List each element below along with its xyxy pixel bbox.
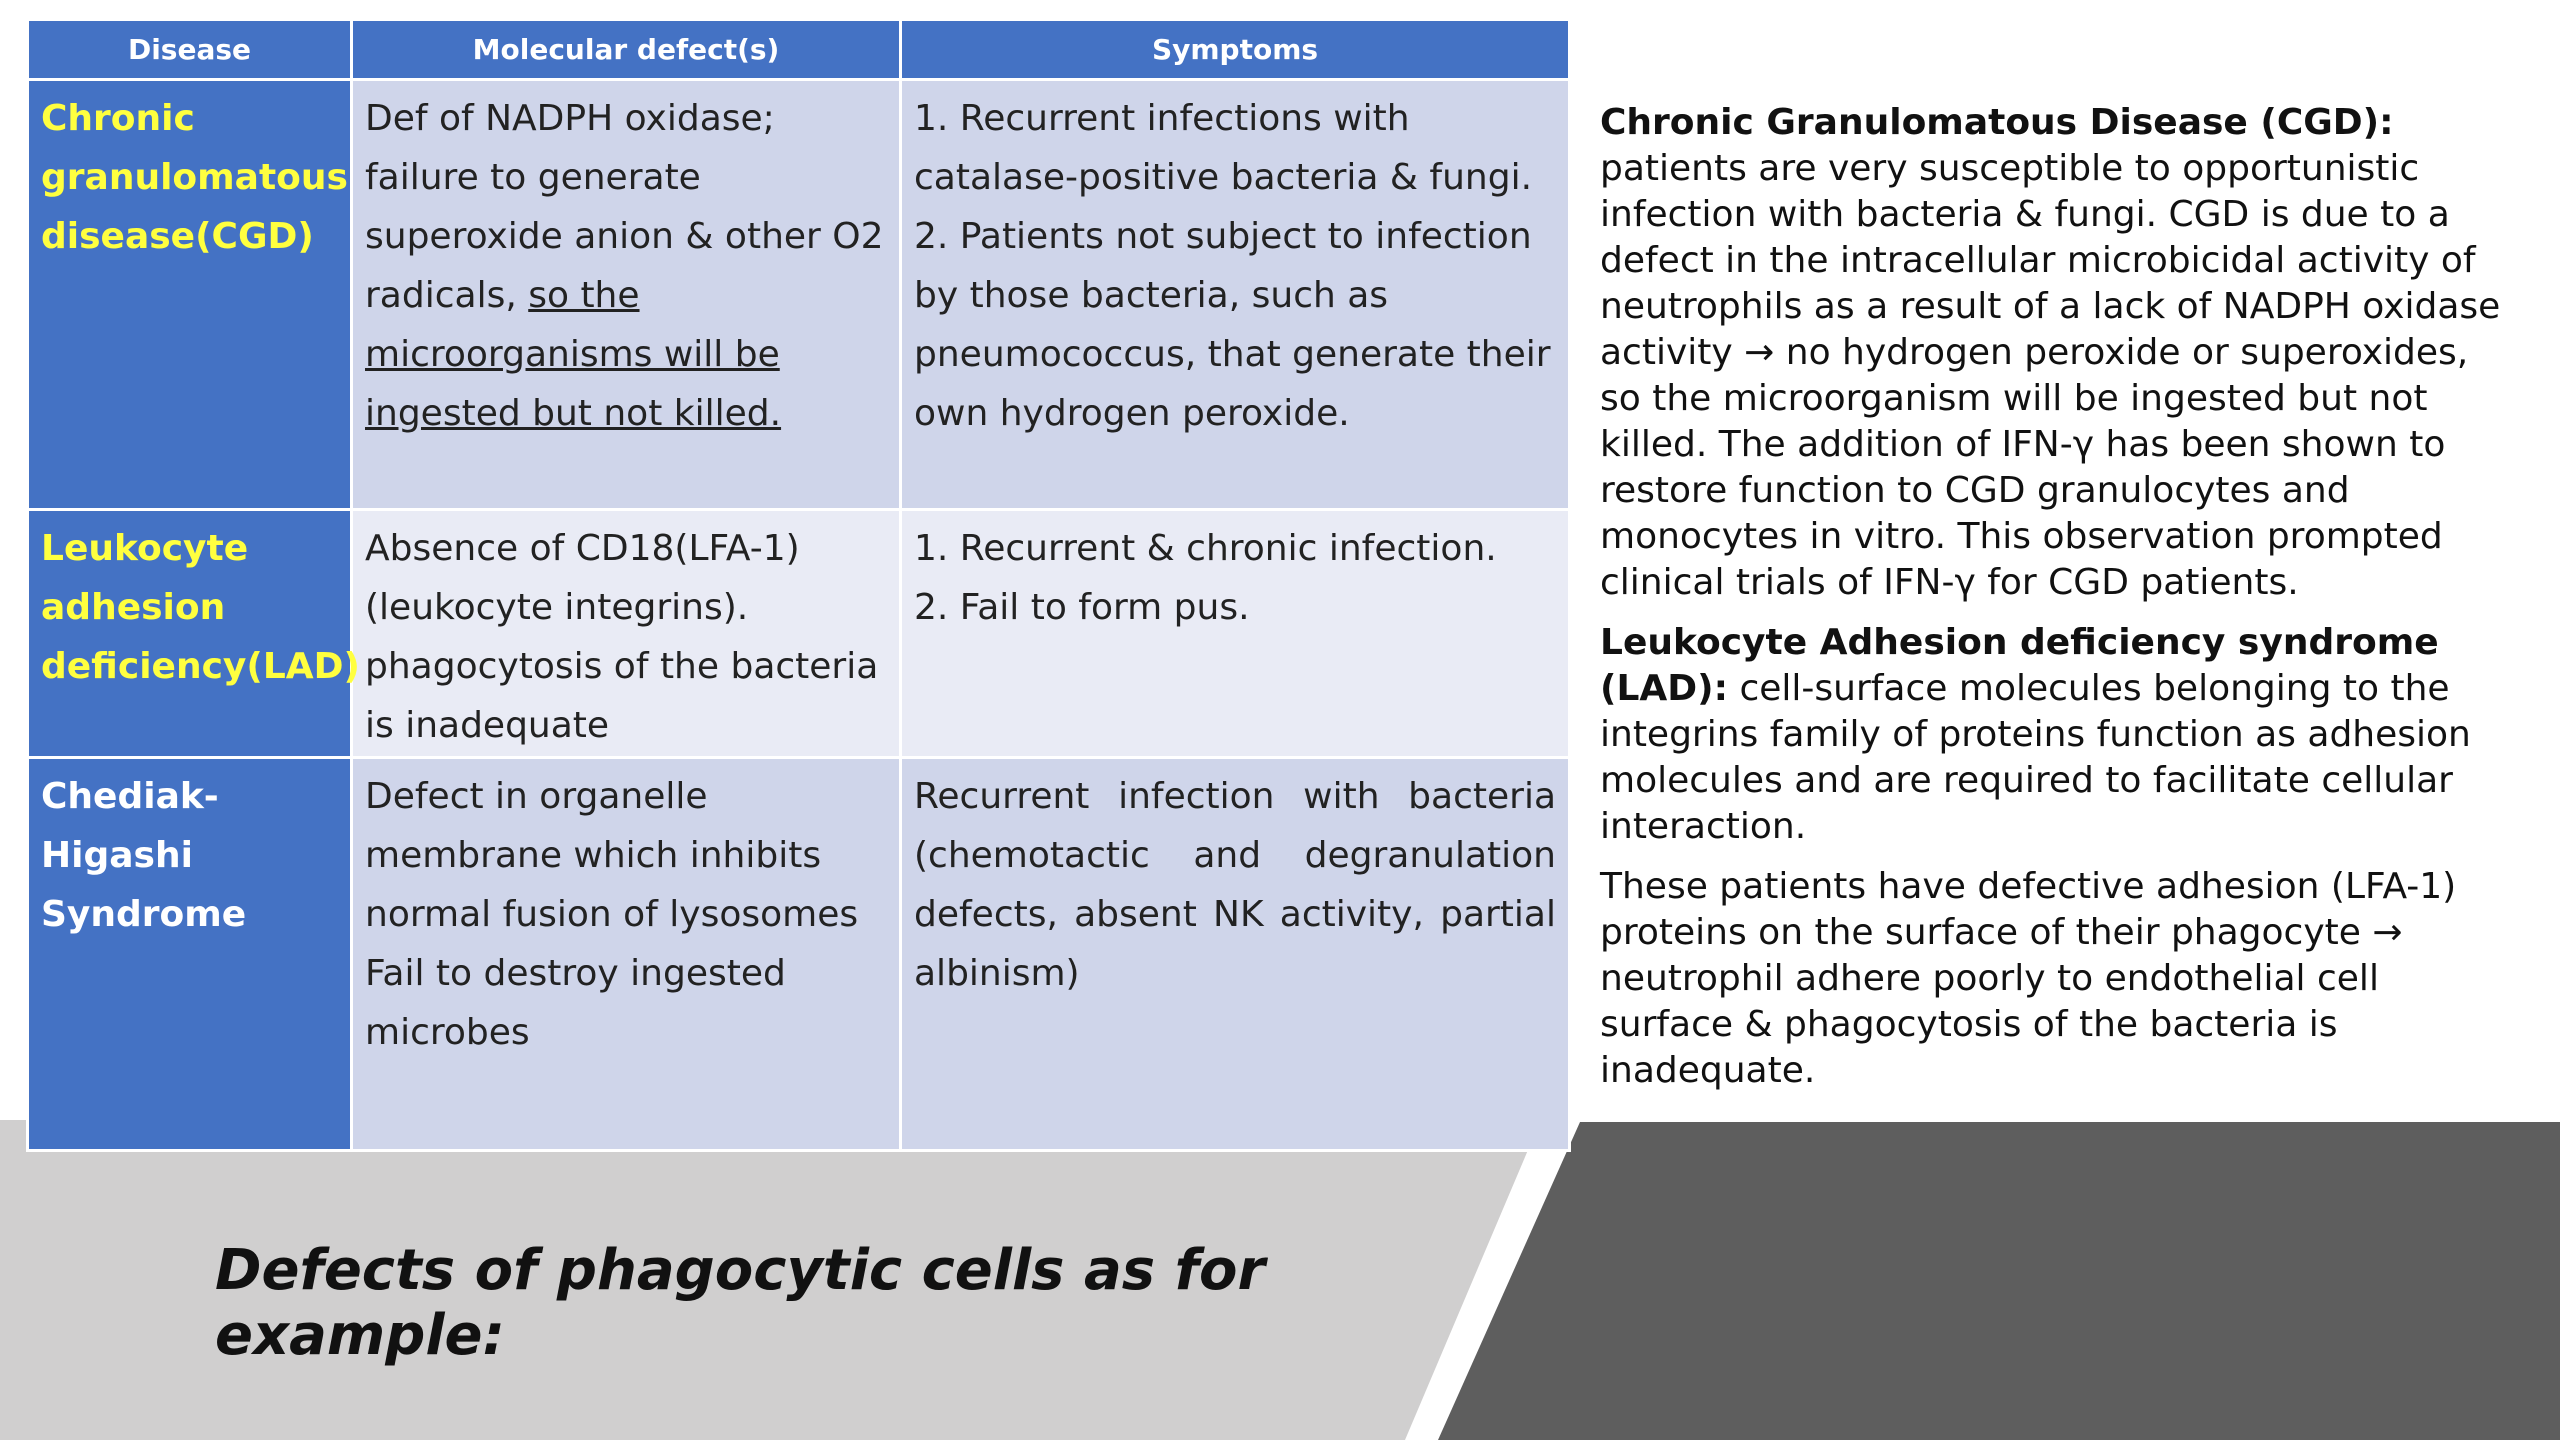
lad-detail-paragraph: These patients have defective adhesion (LFA-1) proteins on the surface of their phagocyte → neutrophil adhere poorly to endothelial cell surface & phagocytosis of the bacteria is inadequate.: [1600, 866, 2457, 1091]
symptom-cgd-1: 1. Recurrent infections with catalase-positive bacteria & fungi.: [914, 98, 1533, 198]
cgd-text: patients are very susceptible to opportunistic infection with bacteria & fungi. CGD is due to a defect in the intracellular microbicidal activity of neutrophils as a result of a lack of NADPH oxidase activity → no hydrogen peroxide or superoxides, so the microorganism will be ingested but not killed. The addition of IFN-γ has been shown to restore function to CGD granulocytes and monocytes in vitro. This observation prompted clinical trials of IFN-γ for CGD patients.: [1600, 148, 2501, 603]
defect-chediak-higashi: Defect in organelle membrane which inhibits normal fusion of lysosomes Fail to destroy ingested microbes: [352, 758, 901, 1151]
symptoms-chediak-higashi: Recurrent infection with bacteria (chemotactic and degranulation defects, absent NK activity, partial albinism): [901, 758, 1570, 1151]
table-row: [28, 758, 1570, 1151]
disease-cgd: Chronic granulomatous disease(CGD): [28, 80, 352, 510]
lad-text: cell-surface molecules belonging to the integrins family of proteins function as adhesion molecules and are required to facilitate cellular interaction.: [1600, 668, 2471, 847]
symptom-lad-1: 1. Recurrent & chronic infection.: [914, 528, 1497, 569]
defect-cgd-underlined: so the microorganisms will be ingested but not killed.: [365, 275, 782, 434]
disease-lad: Leukocyte adhesion deficiency(LAD): [28, 510, 352, 758]
lad-heading: Leukocyte Adhesion deficiency syndrome (LAD):: [1600, 622, 2439, 709]
cgd-paragraph: [1600, 100, 2520, 606]
lad-paragraph: [1600, 620, 2520, 850]
slide-title: Defects of phagocytic cells as for example:: [215, 1238, 1266, 1368]
defect-lad: Absence of CD18(LFA-1) (leukocyte integrins). phagocytosis of the bacteria is inadequate: [352, 510, 901, 758]
side-explanation: [1600, 100, 2520, 1108]
cgd-heading: Chronic Granulomatous Disease (CGD):: [1600, 102, 2394, 143]
defect-cgd-text: Def of NADPH oxidase; failure to generate superoxide anion & other O2 radicals,: [365, 98, 884, 316]
symptom-cgd-2: 2. Patients not subject to infection by those bacteria, such as pneumococcus, that generate their own hydrogen peroxide.: [914, 216, 1551, 434]
header-molecular-defects: Molecular defect(s): [352, 20, 901, 80]
table-row: [28, 80, 1570, 510]
symptoms-lad: [901, 510, 1570, 758]
header-disease: Disease: [28, 20, 352, 80]
symptom-lad-2: 2. Fail to form pus.: [914, 587, 1250, 628]
defect-cgd: [352, 80, 901, 510]
table-header-row: [28, 20, 1570, 80]
header-symptoms: Symptoms: [901, 20, 1570, 80]
symptoms-cgd: [901, 80, 1570, 510]
phagocyte-defects-table: [26, 18, 1571, 1152]
disease-chediak-higashi: Chediak- Higashi Syndrome: [28, 758, 352, 1151]
table-row: [28, 510, 1570, 758]
